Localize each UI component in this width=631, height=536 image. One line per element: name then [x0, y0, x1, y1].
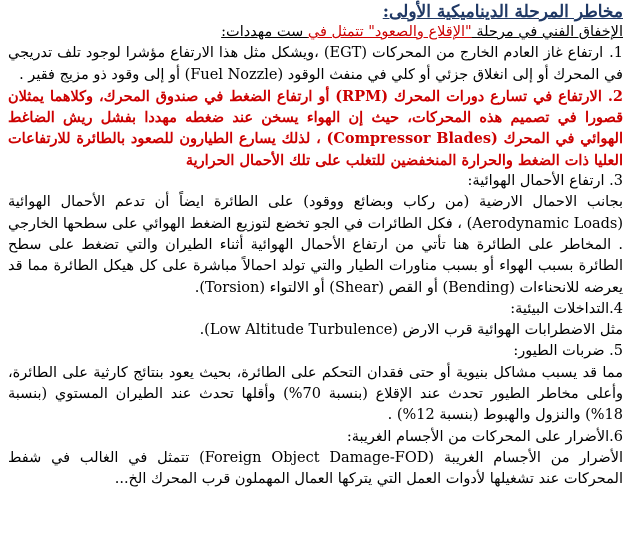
- intro-line: [8, 22, 623, 43]
- list-item-text: الارتفاع في تسارع دورات المحرك (RPM) أو ارتفاع الضغط في صندوق المحرك، وكلاهما يمثلان قصورا في تصميم هذه المحركات، حيث إن الهواء يسخن عند ضغطه مهددا بفشل ريش الضاغط الهوائي في المحرك (Compressor Blades) ، لذلك يسارع الطيارون للصعود بالطائرة للارتفاعات العليا ذات الضغط والحرارة المنخفضين للتغلب على تلك الأحمال الحرارية: [8, 87, 623, 169]
- section-body-4: مثل الاضطرابات الهوائية قرب الارض (Low Altitude Turbulence).: [199, 322, 623, 339]
- intro-highlight: "الإقلاع والصعود" تتمثل في: [307, 24, 472, 40]
- section-body-5: مما قد يسبب مشاكل بنيوية أو حتى فقدان التحكم على الطائرة، بحيث يعود بنتائج كارثية على الطائرة، وأعلى مخاطر الطيور تحدث عند الإقلاع (بنسبة 70%) وأقلها تحدث عند الطيران المستوي (بنسبة 18%) والنزول والهبوط (بنسبة 12%) .: [8, 364, 624, 424]
- intro-text-before: الإخفاق الفني في مرحلة: [471, 24, 623, 40]
- list-item-number: 1.: [609, 45, 623, 62]
- page-title: مخاطر المرحلة الديناميكية الأولى:: [382, 2, 623, 22]
- section-heading-3: 3. ارتفاع الأحمال الهوائية:: [467, 173, 623, 190]
- section-heading-6: 6.الأضرار على المحركات من الأجسام الغريبة:: [346, 428, 623, 445]
- section-body-6: الأضرار من الأجسام الغريبة (Foreign Object Damage-FOD) تتمثل في الغالب في شفط المحركات عند تشغيلها لأدوات العمل التي يتركها العمال المهملون قرب المحرك الخ...: [8, 449, 624, 488]
- list-item-number: 2.: [607, 87, 623, 105]
- section-body-3: بجانب الاحمال الارضية (من ركاب وبضائع ووقود) على الطائرة ايضاً أن تدعم الأحمال الهوائية (Aerodynamic Loads) ، فكل الطائرات في الجو تخضع لتوزيع الضغط الهوائي على سطحها الخارجي . المخاطر على الطائرة هنا تأتي من ارتفاع الأحمال الهوائية أثناء الطيران والتي تضغط على سطح الطائرة بسبب الهواء أو بسبب مناورات الطيار والتي تولد احمالاً مباشرة على كل هيكل الطائرة مما قد يعرضه للانحناءات (Bending) أو القص (Shear) أو الالتواء (Torsion).: [8, 194, 624, 296]
- list-item-1: [8, 43, 623, 86]
- section-heading-5: 5. ضربات الطيور:: [513, 343, 623, 360]
- intro-text-after: ست مهددات:: [221, 24, 308, 40]
- list-item-text: ارتفاع غاز العادم الخارج من المحركات (EGT) ،ويشكل مثل هذا الارتفاع مؤشرا لوجود تلف تدريجي في المحرك أو إلى انغلاق جزئي أو كلي في منفث الوقود (Fuel Nozzle) أو إلى وقود ذو مزيج فقير .: [8, 45, 623, 83]
- list-item-2: [8, 86, 623, 171]
- section-heading-4: 4.التداخلات البيئية:: [510, 300, 623, 317]
